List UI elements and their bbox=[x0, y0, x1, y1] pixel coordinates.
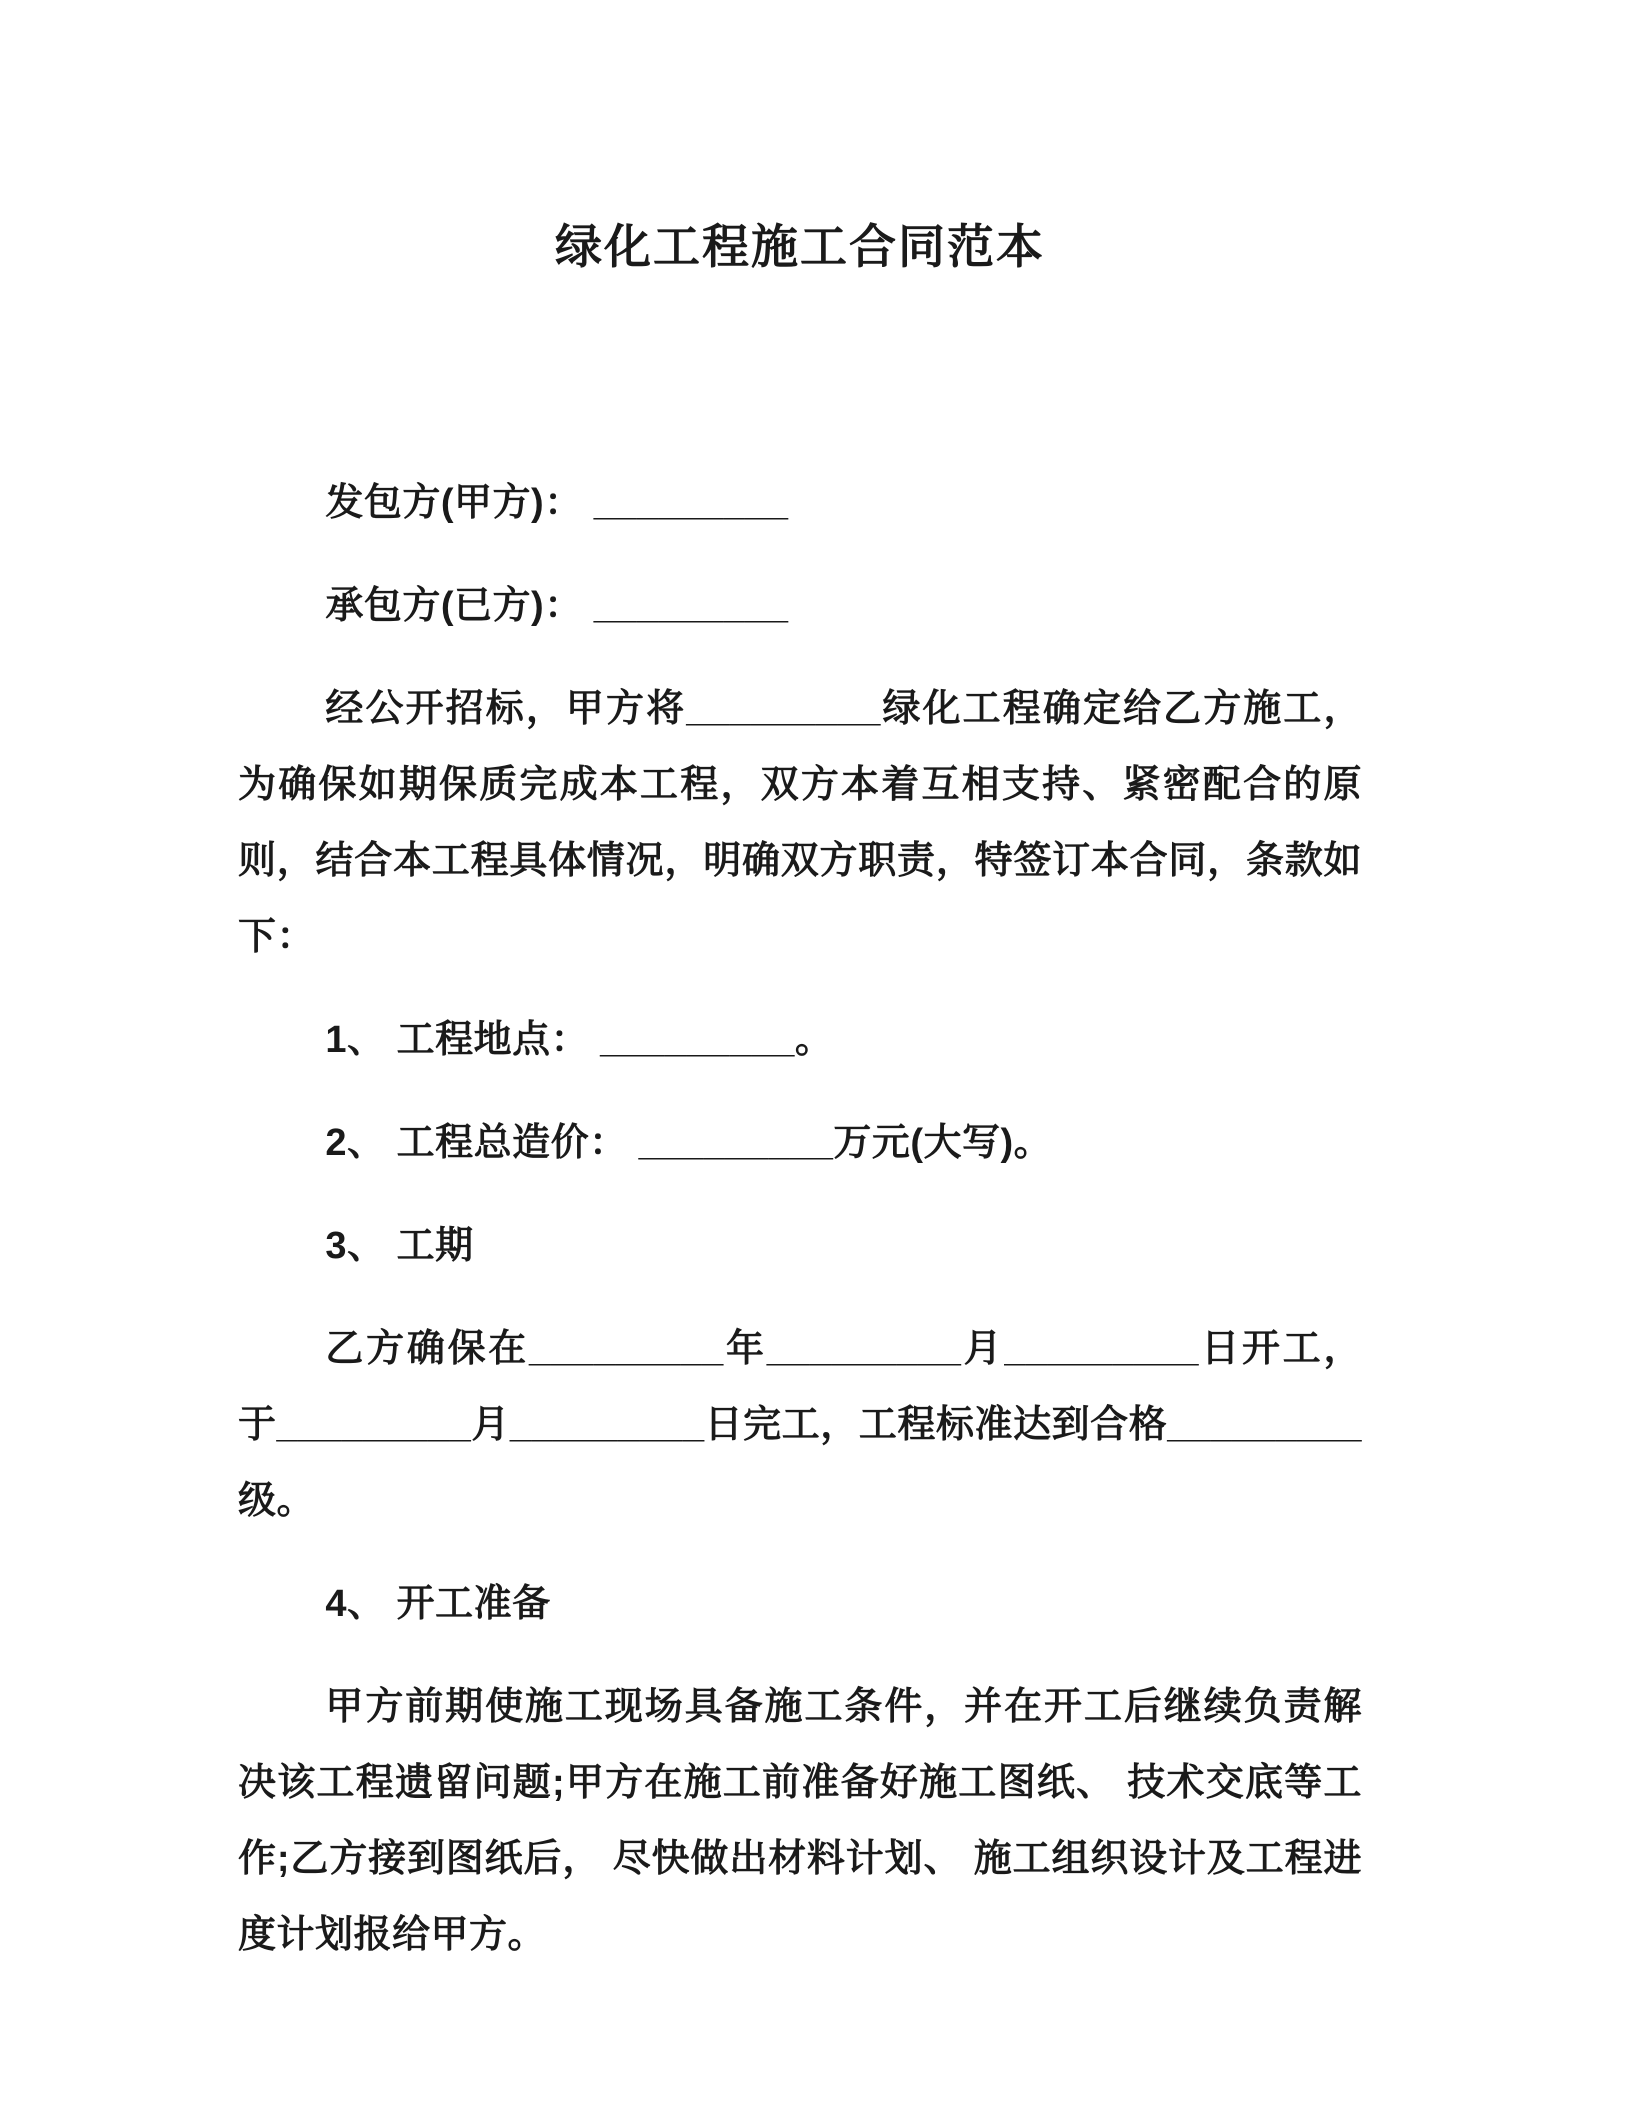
paragraph-item-2-total-cost: 2、 工程总造价： _________万元(大写)。 bbox=[325, 1122, 1053, 1164]
paragraph-party-a: 发包方(甲方)： _________ bbox=[325, 482, 789, 524]
paragraph-item-1-location: 1、 工程地点： _________。 bbox=[325, 1019, 834, 1061]
document-title: 绿化工程施工合同范本 bbox=[555, 220, 1045, 273]
paragraph-preamble: 经公开招标，甲方将_________绿化工程确定给乙方施工，为确保如期保质完成本工程，双方本着互相支持、紧密配合的原则，结合本工程具体情况，明确双方职责，特签订本合同，条款如下： bbox=[238, 688, 1362, 958]
paragraph-duration-detail: 乙方确保在_________年_________月_________日开工，于_________月_________日完工，工程标准达到合格_________级。 bbox=[238, 1328, 1362, 1522]
paragraph-item-3-duration-heading: 3、 工期 bbox=[325, 1225, 474, 1267]
paragraph-item-4-preparation-heading: 4、 开工准备 bbox=[325, 1583, 551, 1625]
paragraph-preparation-detail: 甲方前期使施工现场具备施工条件，并在开工后继续负责解决该工程遗留问题;甲方在施工前准备好施工图纸、 技术交底等工作;乙方接到图纸后， 尽快做出材料计划、 施工组织设计及工程进度计划报给甲方。 bbox=[238, 1686, 1362, 1956]
paragraph-party-b: 承包方(已方)： _________ bbox=[325, 585, 789, 627]
